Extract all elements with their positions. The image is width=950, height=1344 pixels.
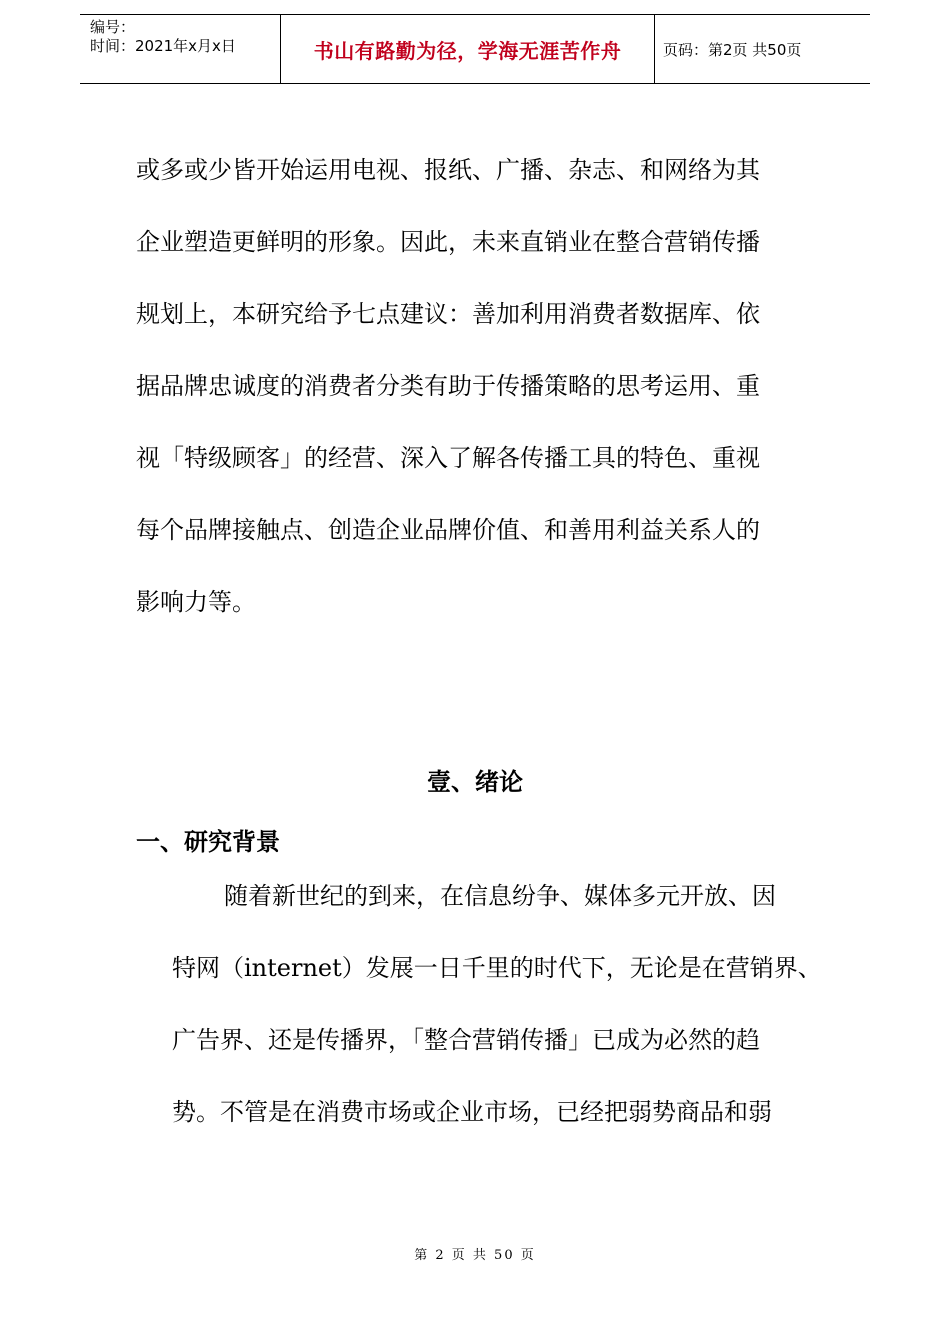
paragraph-line: 特网（internet）发展一日千里的时代下，无论是在营销界、 [172,954,822,982]
page-footer: 第 2 页 共 50 页 [414,1248,536,1263]
subsection-title: 一、研究背景 [136,828,280,856]
header-time-label: 时间：2021年x月x日 [90,37,236,55]
paragraph-line: 视「特级顾客」的经营、深入了解各传播工具的特色、重视 [136,444,760,472]
paragraph-line: 广告界、还是传播界，「整合营销传播」已成为必然的趋 [172,1026,760,1054]
paragraph-line: 或多或少皆开始运用电视、报纸、广播、杂志、和网络为其 [136,156,760,184]
paragraph-line: 势。不管是在消费市场或企业市场，已经把弱势商品和弱 [172,1098,772,1126]
header-meta [80,15,281,83]
paragraph-line: 规划上，本研究给予七点建议：善加利用消费者数据库、依 [136,300,760,328]
page-header [80,14,870,84]
paragraph-line: 企业塑造更鲜明的形象。因此，未来直销业在整合营销传播 [136,228,760,256]
paragraph-line: 影响力等。 [136,588,256,616]
header-number-label: 编号： [90,18,136,36]
body-paragraph-2 [172,860,872,1148]
section-title: 壹、绪论 [427,768,523,796]
paragraph-line: 据品牌忠诚度的消费者分类有助于传播策略的思考运用、重 [136,372,760,400]
paragraph-line: 每个品牌接触点、创造企业品牌价值、和善用利益关系人的 [136,516,760,544]
header-page-info: 页码：第2页 共50页 [663,40,802,59]
body-paragraph-1 [136,134,806,638]
header-motto: 书山有路勤为径，学海无涯苦作舟 [281,15,655,83]
paragraph-line: 随着新世纪的到来，在信息纷争、媒体多元开放、因 [224,882,776,910]
